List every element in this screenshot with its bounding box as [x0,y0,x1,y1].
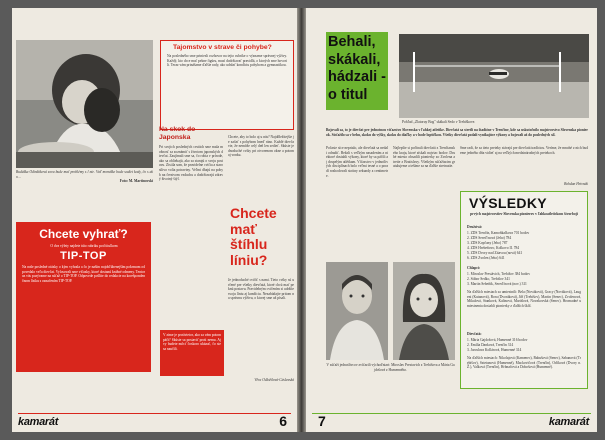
page-number: 6 [279,413,287,429]
results-note-2: Na ďalších miestach: Nikolajová (Kamenec), Babušová (Senec), Sabanová (Trebišov), Sztetanová (Humenné), Mackovičová (Trenčín), Orlíková (Dvory n. Ž.), Valková (Trenčín), Hrbnačová a Dobošová (Humenné). [467,356,581,370]
photo-girl-with-plate [16,40,153,168]
results-row: 1. Mária Gajdošová, Humenné 316 bodov [467,338,528,342]
body-column-1: Počasie síce neprialo, ale dievčatá sa nedali odradiť. Bežali s veľkým nasadením a niektoré dosiahli výkony, ktoré by sa páčili aj dospelým atlétkam. Víťazstvo v jednotlivých disciplínach bolo veľmi tesné a o poradí rozhodovali stotiny sekundy a centimetre. [326,146,388,178]
heading-japan: Na skok do Japonska [159,126,196,141]
article-column-2: Chcete, aby to bolo aj u nás? Najdôležitejšie je začať s pohybom hneď ráno. Každé dievča vie, že nemôže celý deň len sedieť. Skúste jednoduché cviky pri otvorenom okne a potom aj vonku. [228,135,294,158]
results-group-teams: Družstvá: [467,225,483,229]
headline: Behali, skákali, hádzali - o titul [328,34,387,103]
results-row: 6. ZDŠ Zvolen (Jeho) 641 [467,256,505,260]
contest-heading: Chcete vyhrať? [39,227,128,241]
top-photo-caption: Pohľad „Zlatoruy Bog" skákali Šedo v Trebiškove. [402,120,476,124]
page-footer-7 [306,410,597,432]
magazine-page-7 [306,8,597,432]
author: Bohdan Hrivnák [564,182,588,186]
contest-subtitle: O dva výlety najdete túto rubriku pod titulkom [50,244,118,248]
magazine-logo: kamarát [548,416,589,428]
contest-box [16,222,151,372]
results-boys-list [467,272,581,287]
red-accent-box [160,330,224,376]
body-column-3: Sme radi, že sa tieto preteky stávajú pre dievčatá tradíciou. Veríme, že mnohé z nich budeme jedného dňa vidieť aj na veľkých medzinárodných pretekoch. [460,146,588,155]
tip-box [160,40,294,130]
results-subtitle: prvých majstrovstiev Slovenska pionierov v ľahkoatletickom štvorboji [470,212,578,216]
photo-credit: Foto: M. Martinovski [119,179,153,183]
page-footer-6 [12,410,297,432]
results-heading: VÝSLEDKY [469,195,547,211]
page-gutter [297,8,306,432]
photo-boy-portrait [326,262,388,360]
results-row: 3. ZDŠ Kopčany (Jeho) 787 [467,241,508,245]
results-row: 3. Martin Šebeňik, Sereď/nová (nov.) 311 [467,282,527,286]
article-column-3: Je jednoduché cvičiť s nami. Tieto cviky sú určené pre všetky dievčatá, ktoré chcú mať peknú postavu. Pravidelným cvičením si udržíte svoju líniu aj kondíciu. Nezabúdajte pritom na správnu výživu, o ktorej sme už písali. [228,278,294,301]
contest-name: TIP-TOP [60,250,107,262]
results-row: 1. ZDŠ Trenčín, Kamoňkalkova 701 bodov [467,231,530,235]
footer-rule [312,413,591,414]
article-column-1: Pri svojich posledných cestách sme mala možnosť sa zoznámiť s životom japonských dievčat. Zaujímali sme sa, čo robia v prírode, ako sa obliekajú, ako sa starajú o svoju postavu. Zistila som, že pravidelne cvičia a starostlivo volia potraviny. Veľmi dbajú na pohyb na čerstvom vzduchu a dodržiavajú zdravý životný štýl. [159,145,223,182]
results-row: 2. Emília Danková, Trenčín 314 [467,343,514,347]
intro-text: Bojovali sa, to je dievčat pre jednotnou víťazstvo Slovenska v ľahkej atletike. Dievčatá sa stretli na štadióne v Trenčíne, kde sa uskutočnilo majstrovstvo Slovenska pionierok. Súťažilo sa v behu, skoku do výšky, skoku do diaľky a v hode loptičkou. Všetky dievčatá podali vynikajúce výkony a bojovali až do posledných síl. [326,128,588,137]
results-group-boys: Chlapci: [467,266,481,270]
signature: Věra Odložilová-Čáslavská [254,378,294,382]
tip-box-title: Tajomstvo v strave či pohybe? [173,44,272,51]
footer-rule [18,413,291,414]
body-column-2: Najlepšie si počínali dievčatá z Trenčianskeho kraja, ktoré získali najviac bodov. Druhé miesto obsadili pionierky zo Zvolena a tretie z Bratislavy. Všetkým súťažiacim gratulujeme a tešíme sa na ďalšie stretnutie. [393,146,455,169]
results-row: 2. ZDŠ Sereď/nová (Jeho) 784 [467,236,512,240]
photo-high-jump [399,34,589,118]
results-row: 4. ZDŠ Hrebeňovo, Kolkovo II. 784 [467,246,520,250]
results-note: Na ďalších miestach sa umiestnili: Bela (Nováková), Gracy (Nováková), Laugeni (Kutanová), Bora (Dvoráková), Jiří (Trebišov), Martin (Senec), Zvolenová, Mikalová, Stanková, Kalinová, Marúšová, Novakovská (Senec). Hromadné umiestnenia dosiahli pionierky z ďalších škôl. [467,290,581,308]
photo-caption: Budúška Odinštiková sova bude mať problémy s l nie. Veď momiške bude sodiet kody, čo s ako… [16,170,153,179]
magazine-logo: kamarát [18,416,59,428]
results-group-girls: Dievčatá: [467,332,482,336]
results-row: 2. Stibor Šedko, Trebišov 341 [467,277,510,281]
tip-box-text: Na posledného sme priniesli rozhovor na tejto rubrike o význame správnej výživy. Každý, kto chce mať pekne figúru, musí dodržiavať pravidlá, o ktorých sme hovorili. Teraz vám prinášame ďalšie rady, ako udržať kondíciu pohybom a gymnastikou. [167,54,287,68]
magazine-page-6 [12,8,297,432]
results-teams-list [467,231,581,261]
photo-girl-portrait [393,262,455,360]
results-girls-list [467,338,581,353]
page-number: 7 [318,413,326,429]
results-row: 5. ZDŠ Dvory nad Žitavou (nová) 641 [467,251,523,255]
results-box [460,191,588,389]
article-column-4: V zime je protivietor, ako sa vám potom páči? Skúste sa postaviť proti nemu. Aj vy budete môcť čoskoro ukázať, čo ste sa naučili. [163,333,221,351]
heading-slim: Chcete mať štíhlu líniu? [230,205,277,268]
results-row: 1. Miroslav Prestávich, Trebišov 384 bodov [467,272,530,276]
bottom-caption: V súťaži jednotlivcov zvíťazili výchoďniari: Miroslav Prestavich z Trebišova a Mária Gajdošová z Humenného. [326,363,455,372]
results-row: 3. Jaroslava Kollárová, Humenné 314 [467,348,522,352]
contest-text: Na naše posledné otázky o kým vyhrala a čo je naším najobľúbenejším pokrmom odpovedalo veľa dievčat. Vylosovali sme víťazky, ktoré dostanú knižné odmeny. Tentoraz vás pozývame na súťaž o TIP-TOP. Odpovede pošlite do redakcie na korešpondenčnom lístku s označením TIP-TOP. [22,265,145,283]
